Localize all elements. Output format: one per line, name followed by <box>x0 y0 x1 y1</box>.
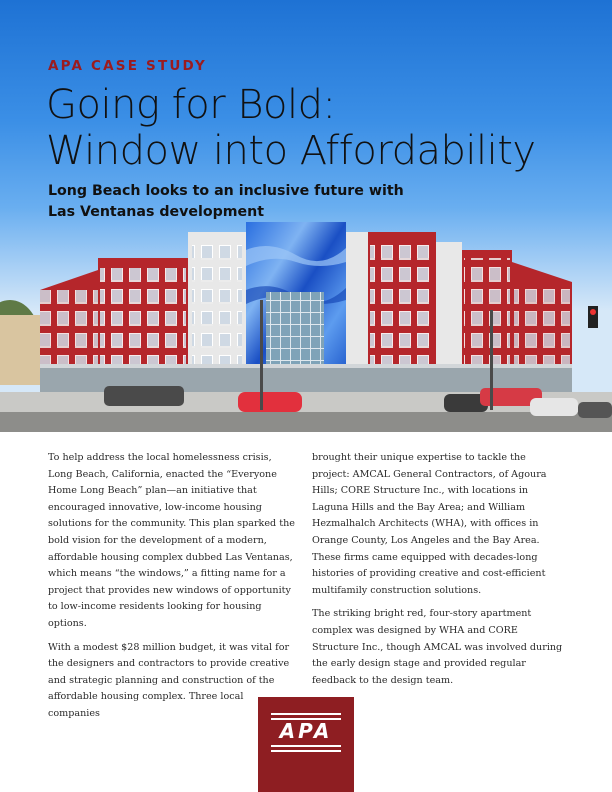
title-line: Window into Affordability <box>46 128 536 174</box>
paragraph: To help address the local homelessness crisis, Long Beach, California, enacted the “Everyone Home Long Beach” plan—an initiative that encouraged innovative, low-income housing solutions for the community. This plan sparked the bold vision for the development of a modern, affordable housing complex dubbed Las Ventanas, which means “the windows,” a fitting name for a project that provides new windows of opportunity to low-income residents looking for housing options. <box>48 452 295 629</box>
paragraph: With a modest $28 million budget, it was vital for the designers and contractors to provide creative and strategic planning and construction of the affordable housing complex. Three local companies <box>48 641 290 719</box>
paragraph: The striking bright red, four-story apartment complex was designed by WHA and CORE Structure Inc., though AMCAL was involved during the early design stage and provided regular feedback to the design team. <box>312 608 563 686</box>
body-column-left <box>48 450 298 730</box>
kicker-label: APA CASE STUDY <box>48 58 207 74</box>
logo-text: APA <box>279 719 333 743</box>
subtitle <box>48 181 448 223</box>
logo-rule <box>271 750 341 752</box>
title-line: Going for Bold: <box>46 82 336 128</box>
logo-rule <box>271 745 341 747</box>
paragraph: brought their unique expertise to tackle the project: AMCAL General Contractors, of Agoura Hills; CORE Structure Inc., with locations in Laguna Hills and the Bay Area; and William Hezmalhalch Architects (WHA), with offices in Orange County, Los Angeles and the Bay Area. These firms came equipped with decades-long histories of providing creative and cost-efficient multifamily construction solutions. <box>312 452 547 596</box>
body-column-right <box>312 450 566 696</box>
logo-rule <box>271 713 341 715</box>
subtitle-line: Las Ventanas development <box>48 204 265 220</box>
page-title <box>46 82 586 174</box>
apa-logo <box>258 697 354 792</box>
subtitle-line: Long Beach looks to an inclusive future with <box>48 183 404 199</box>
